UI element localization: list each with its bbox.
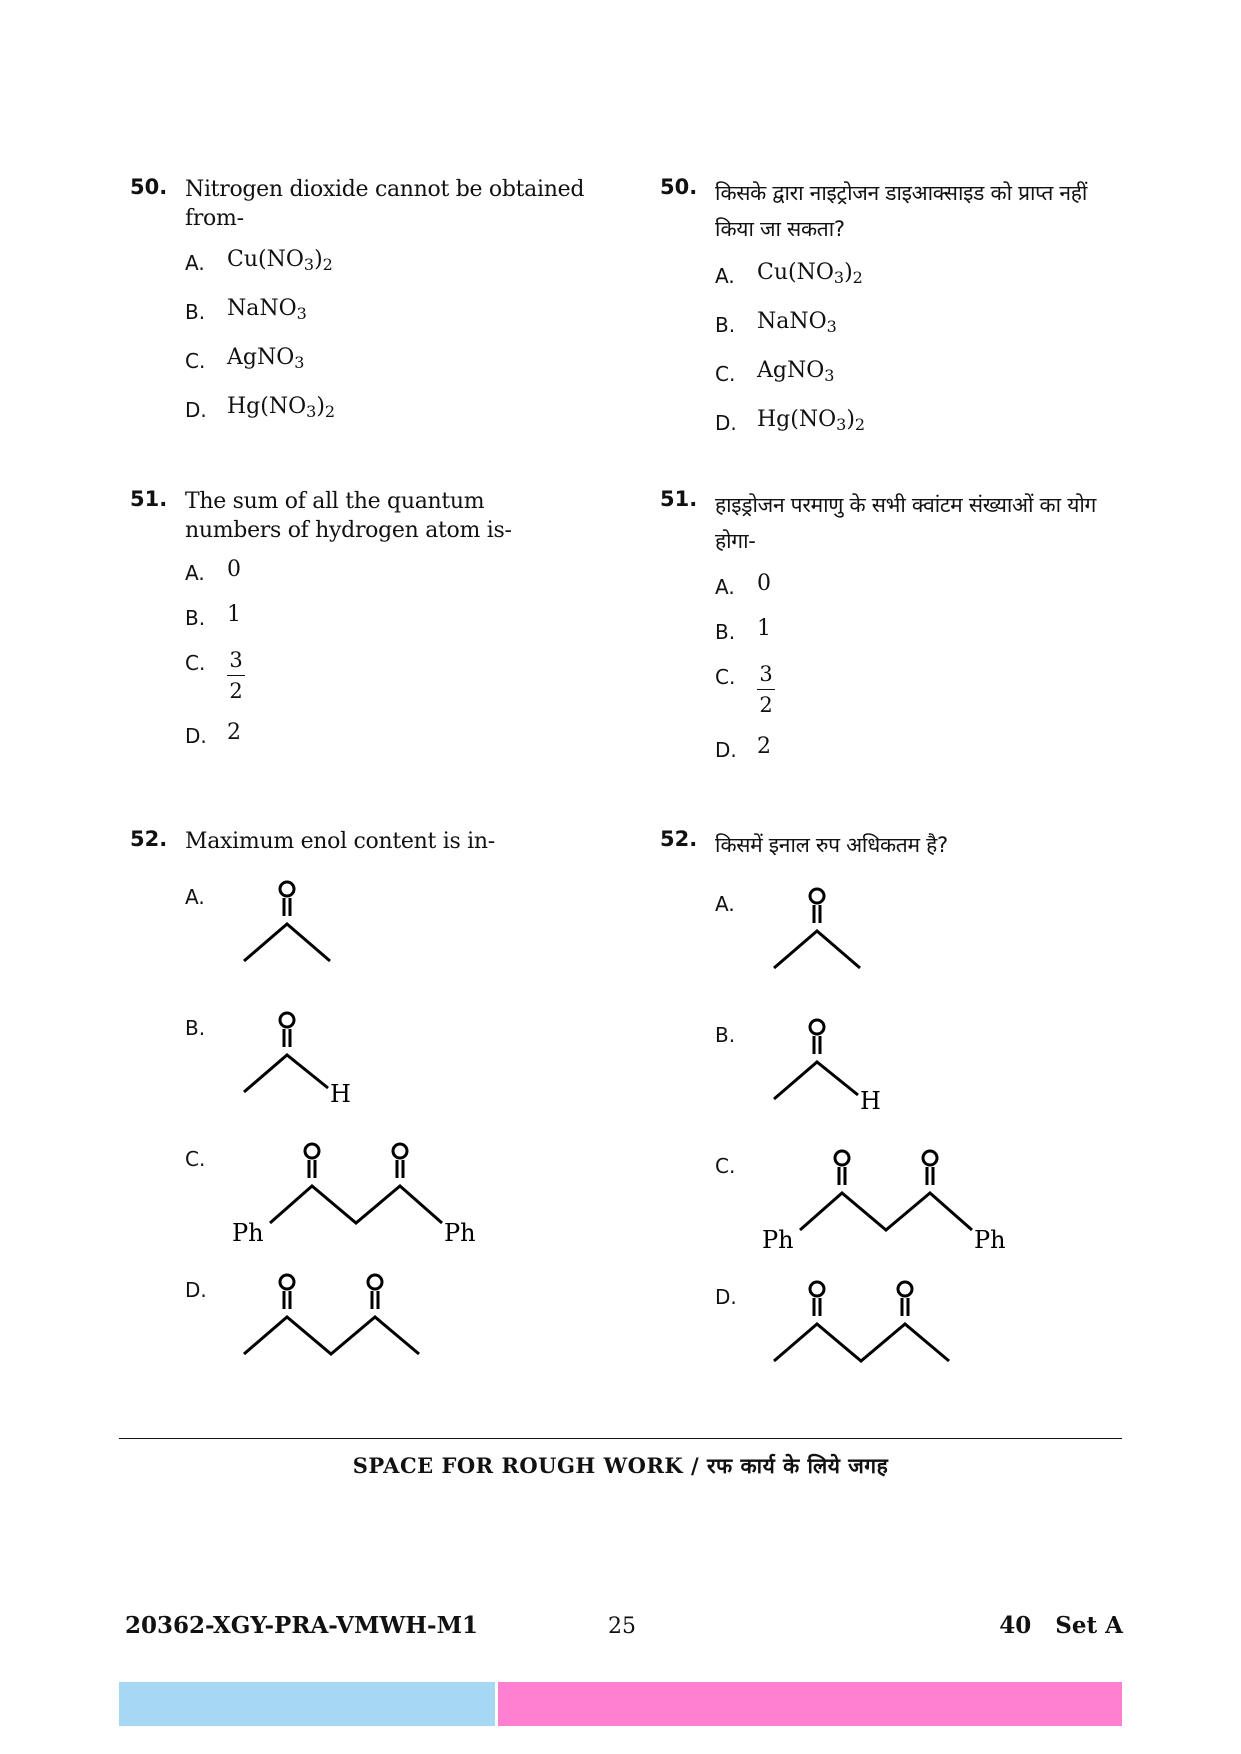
question-number: 50. [660,175,698,199]
fraction: $\frac{3}{2}$ [757,661,775,718]
option-c: C. [185,1147,206,1171]
question-text: किसके द्वारा नाइट्रोजन डाइआक्साइड को प्राप्त नहीं किया जा सकता? [715,181,1088,241]
option-b: B. 1 [715,616,771,644]
footer-bar-pink [498,1682,1122,1726]
option-c: C. $\frac{3}{2}$ [715,661,775,701]
option-c: C. $\frac{3}{2}$ [185,647,245,687]
option-c: C. AgNO$_3$ [185,345,305,373]
option-a: A. $Cu(NO_3)_2$ [185,247,333,275]
option-d: D. 2 [185,720,241,748]
option-b: B. [185,1016,206,1040]
option-a: A. $Cu(NO_3)_2$ [715,260,863,288]
dibenzoylmethane-structure [230,1137,490,1247]
option-b: B. NaNO$_3$ [185,296,307,324]
question-text: हाइड्रोजन परमाणु के सभी क्वांटम संख्याओं का योग होगा- [715,493,1097,553]
acetylacetone-structure-hi [770,1275,960,1375]
page-number: 25 [608,1614,636,1639]
option-c: C. [715,1154,736,1178]
question-number: 52. [130,827,168,851]
option-a: A. [715,892,735,916]
ph-label-right: Ph [974,1226,1006,1254]
option-d: D. $Hg(NO_3)_2$ [715,407,866,435]
option-d: D. 2 [715,734,771,762]
h-label: H [860,1087,881,1115]
question-number: 50. [130,175,168,199]
acetylacetone-structure [240,1268,430,1368]
question-text: Nitrogen dioxide cannot be obtained from- [185,177,585,231]
acetone-structure-hi [770,882,870,972]
ph-label-left: Ph [232,1219,264,1247]
option-d: D. [185,1278,207,1302]
paper-code: 20362-XGY-PRA-VMWH-M1 [125,1612,479,1639]
acetone-structure [240,875,340,965]
question-number: 52. [660,827,698,851]
question-text: The sum of all the quantum numbers of hydrogen atom is- [185,489,512,543]
h-label: H [330,1080,351,1108]
fraction: $\frac{3}{2}$ [227,647,245,704]
option-a: A. 0 [715,571,771,599]
option-b: B. 1 [185,602,241,630]
option-a: A. 0 [185,557,241,585]
option-b: B. [715,1023,736,1047]
option-b: B. NaNO$_3$ [715,309,837,337]
dibenzoylmethane-structure-hi [760,1144,1020,1254]
option-c: C. AgNO$_3$ [715,358,835,386]
ph-label-left: Ph [762,1226,794,1254]
acetaldehyde-structure-hi [770,1013,890,1113]
acetaldehyde-structure [240,1006,360,1106]
ph-label-right: Ph [444,1219,476,1247]
footer-bar-blue [119,1682,495,1726]
set-label: 40 Set A [999,1612,1123,1639]
divider-line [119,1438,1122,1439]
question-text: किसमें इनाल रुप अधिकतम है? [715,833,948,857]
question-number: 51. [660,487,698,511]
option-d: D. $Hg(NO_3)_2$ [185,394,336,422]
question-number: 51. [130,487,168,511]
option-a: A. [185,885,205,909]
question-text: Maximum enol content is in- [185,829,495,854]
rough-work-label: SPACE FOR ROUGH WORK / रफ कार्य के लिये जगह [352,1453,889,1478]
option-d: D. [715,1285,737,1309]
